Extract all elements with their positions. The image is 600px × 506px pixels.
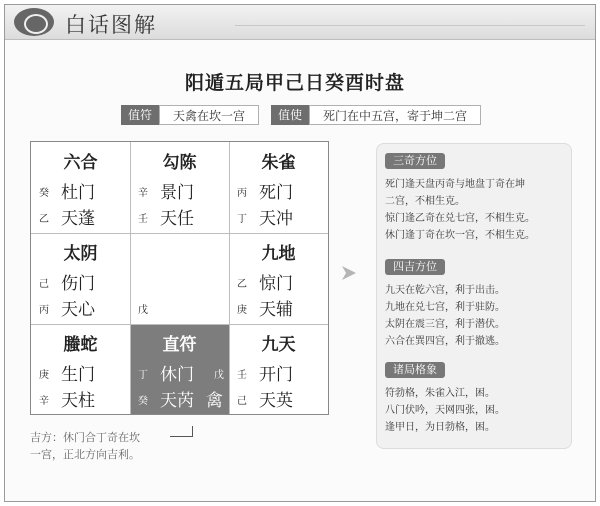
grid-divider xyxy=(229,142,230,414)
stem-label: 丙 xyxy=(39,305,49,316)
zhifu-label: 值符 xyxy=(121,105,159,125)
palace-cell xyxy=(31,233,130,323)
zhishi-value: 死门在中五宫，寄于坤二宫 xyxy=(309,105,481,125)
arrow-right-icon xyxy=(340,264,358,282)
section-line: 休门逢丁奇在坎一宫，不相生克。 xyxy=(385,230,535,241)
section-body xyxy=(385,282,567,350)
zhifu-value: 天禽在坎一宫 xyxy=(159,105,259,125)
palace-cell xyxy=(31,142,130,232)
star-row xyxy=(130,204,229,228)
stem-label: 壬 xyxy=(237,370,247,381)
center-row xyxy=(130,295,229,319)
deity-label: 勾陈 xyxy=(162,153,197,173)
stem-label: 乙 xyxy=(237,279,247,290)
section-line: 惊门逢乙奇在兑七宫，不相生克。 xyxy=(385,213,535,224)
star-row xyxy=(31,295,130,319)
annotation-line: 一宫，正北方向吉利。 xyxy=(30,448,140,461)
star-label: 天蓬 xyxy=(61,209,95,229)
star-label: 天英 xyxy=(259,391,293,411)
palace-cell xyxy=(229,142,328,232)
stem-label: 戊 xyxy=(138,305,148,316)
deity-label: 六合 xyxy=(63,153,98,173)
palace-cell xyxy=(229,324,328,414)
star-label: 天柱 xyxy=(61,391,95,411)
stem-label: 丁 xyxy=(138,370,148,381)
stem-label: 庚 xyxy=(39,370,49,381)
section-line: 九天在乾六宫，利于出击。 xyxy=(385,285,505,296)
deity-label: 太阴 xyxy=(63,244,98,264)
gate-label: 休门 xyxy=(160,365,194,385)
logo-icon xyxy=(14,8,54,36)
deity-label: 九地 xyxy=(261,244,296,264)
section-title: 四吉方位 xyxy=(385,259,445,275)
gate-label: 生门 xyxy=(61,365,95,385)
annotation-line: 吉方：休门合丁奇在坎 xyxy=(30,431,140,444)
zhishi-label: 值使 xyxy=(271,105,309,125)
stem-label: 丁 xyxy=(237,214,247,225)
chart-title: 阳遁五局甲己日癸酉时盘 xyxy=(184,72,405,94)
gate-row xyxy=(31,360,130,384)
stem-label: 辛 xyxy=(39,396,49,407)
star-label: 天芮 xyxy=(160,391,194,411)
star-row xyxy=(229,204,328,228)
gate-row xyxy=(31,178,130,202)
gate-label: 景门 xyxy=(160,183,194,203)
star-label: 天任 xyxy=(160,209,194,229)
grid-divider xyxy=(130,142,131,414)
section-line: 八门伏吟，天网四张，困。 xyxy=(385,405,505,416)
gate-label: 伤门 xyxy=(61,274,95,294)
palace-cell-highlight xyxy=(130,324,229,414)
gate-label: 杜门 xyxy=(61,183,95,203)
header-rule xyxy=(235,25,585,26)
section-title: 诸局格象 xyxy=(385,362,445,378)
header-title: 白话图解 xyxy=(65,13,157,37)
deity-label: 直符 xyxy=(162,335,197,355)
star-row xyxy=(229,386,328,410)
gate-row xyxy=(130,360,229,384)
star-label: 天心 xyxy=(61,300,95,320)
gate-label: 惊门 xyxy=(259,274,293,294)
star-row xyxy=(31,386,130,410)
header-bar xyxy=(5,5,595,40)
stem-label: 己 xyxy=(39,279,49,290)
gate-label: 死门 xyxy=(259,183,293,203)
grid-divider xyxy=(31,233,328,234)
section-line: 死门逢天盘丙奇与地盘丁奇在坤 xyxy=(385,179,525,190)
gate-row xyxy=(229,178,328,202)
star-row xyxy=(31,204,130,228)
palace-cell xyxy=(229,233,328,323)
gate-row xyxy=(229,269,328,293)
section-line: 逢甲日，为日勃格，困。 xyxy=(385,422,495,433)
stem-label: 壬 xyxy=(138,214,148,225)
palace-cell xyxy=(31,324,130,414)
gate-label: 开门 xyxy=(259,365,293,385)
stem-label: 庚 xyxy=(237,305,247,316)
section-line: 九地在兑七宫，利于驻防。 xyxy=(385,302,505,313)
stem-label: 丙 xyxy=(237,188,247,199)
star-row xyxy=(229,295,328,319)
deity-label: 朱雀 xyxy=(261,153,296,173)
section-title: 三奇方位 xyxy=(385,153,445,169)
deity-label: 螣蛇 xyxy=(63,335,98,355)
gate-row xyxy=(31,269,130,293)
stem-label: 辛 xyxy=(138,188,148,199)
palace-grid xyxy=(30,141,329,415)
section-line: 二宫，不相生克。 xyxy=(385,196,465,207)
gate-row xyxy=(130,178,229,202)
section-line: 太阴在震三宫，利于潜伏。 xyxy=(385,319,505,330)
palace-cell-center xyxy=(130,233,229,323)
section-body xyxy=(385,176,567,244)
star-label: 天冲 xyxy=(259,209,293,229)
stem-label-right: 戊 xyxy=(214,370,224,381)
gate-row xyxy=(229,360,328,384)
stem-label: 癸 xyxy=(39,188,49,199)
annotation-note xyxy=(30,429,200,463)
star-row xyxy=(130,386,229,410)
section-line: 符勃格，朱雀入江，困。 xyxy=(385,388,495,399)
section-body xyxy=(385,385,567,436)
star-label: 天辅 xyxy=(259,300,293,320)
stem-label: 乙 xyxy=(39,214,49,225)
stem-label: 癸 xyxy=(138,396,148,407)
star-label-right: 禽 xyxy=(206,391,223,411)
palace-cell xyxy=(130,142,229,232)
grid-divider xyxy=(31,324,328,325)
stem-label: 己 xyxy=(237,396,247,407)
section-line: 六合在巽四宫，利于撤逃。 xyxy=(385,336,505,347)
deity-label: 九天 xyxy=(261,335,296,355)
